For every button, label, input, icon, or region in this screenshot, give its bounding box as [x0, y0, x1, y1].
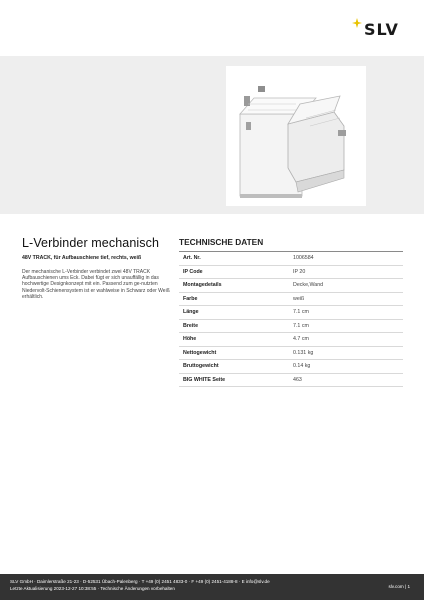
row-value: 0.131 kg: [289, 346, 403, 360]
row-label: Farbe: [179, 292, 289, 306]
row-value: 7.1 cm: [289, 319, 403, 333]
row-value: weiß: [289, 292, 403, 306]
table-row: [179, 279, 403, 293]
row-label: Montagedetails: [179, 279, 289, 293]
hero-band: [0, 56, 424, 214]
table-row: [179, 360, 403, 374]
table-row: [179, 333, 403, 347]
table-row: [179, 292, 403, 306]
slv-logo[interactable]: [350, 16, 410, 40]
row-label: Länge: [179, 306, 289, 320]
footer: [0, 574, 424, 600]
tech-table: [179, 251, 403, 387]
table-row: [179, 373, 403, 387]
table-row: [179, 346, 403, 360]
product-description: Der mechanische L-Verbinder verbindet zwei 48V TRACK Aufbauschienen ums Eck. Dabei fügt er sich unauffällig in das hochwertige Designkonzept mit ein. Passend zum ge-nutzten Niedervolt-Schienensystem ist er wahlweise in Schwarz oder Weiß erhältlich.: [22, 269, 170, 300]
footer-page[interactable]: slv.com | 1: [388, 584, 410, 589]
row-label: BIG WHITE Seite: [179, 373, 289, 387]
table-row: [179, 252, 403, 266]
row-value: 7.1 cm: [289, 306, 403, 320]
row-value: 4.7 cm: [289, 333, 403, 347]
product-illustration: [226, 66, 366, 206]
row-label: Breite: [179, 319, 289, 333]
row-value: IP 20: [289, 265, 403, 279]
product-subtitle: 48V TRACK, für Aufbauschiene tief, rechts, weiß: [22, 255, 142, 261]
row-label: IP Code: [179, 265, 289, 279]
table-row: [179, 306, 403, 320]
sparkle-icon: [350, 16, 364, 40]
logo-text: SLV: [364, 20, 399, 39]
table-row: [179, 319, 403, 333]
row-label: Nettogewicht: [179, 346, 289, 360]
product-image: [226, 66, 366, 206]
footer-address: SLV GmbH · Daimlerstraße 21-23 · D-52531 Übach-Palenberg · T +49 (0) 2451 4833-0 · F +49 (0) 2451-4188-8 · E info@slv.de: [10, 579, 270, 584]
product-title: L-Verbinder mechanisch: [22, 236, 159, 250]
row-label: Bruttogewicht: [179, 360, 289, 374]
row-label: Höhe: [179, 333, 289, 347]
row-value: 1006584: [289, 252, 403, 266]
row-label: Art. Nr.: [179, 252, 289, 266]
footer-updated: Letzte Aktualisierung 2023-12-27 10:38:55 · Technische Änderungen vorbehalten: [10, 586, 175, 591]
row-value: 463: [289, 373, 403, 387]
table-row: [179, 265, 403, 279]
row-value: 0.14 kg: [289, 360, 403, 374]
row-value: Decke,Wand: [289, 279, 403, 293]
tech-heading: TECHNISCHE DATEN: [179, 237, 264, 247]
